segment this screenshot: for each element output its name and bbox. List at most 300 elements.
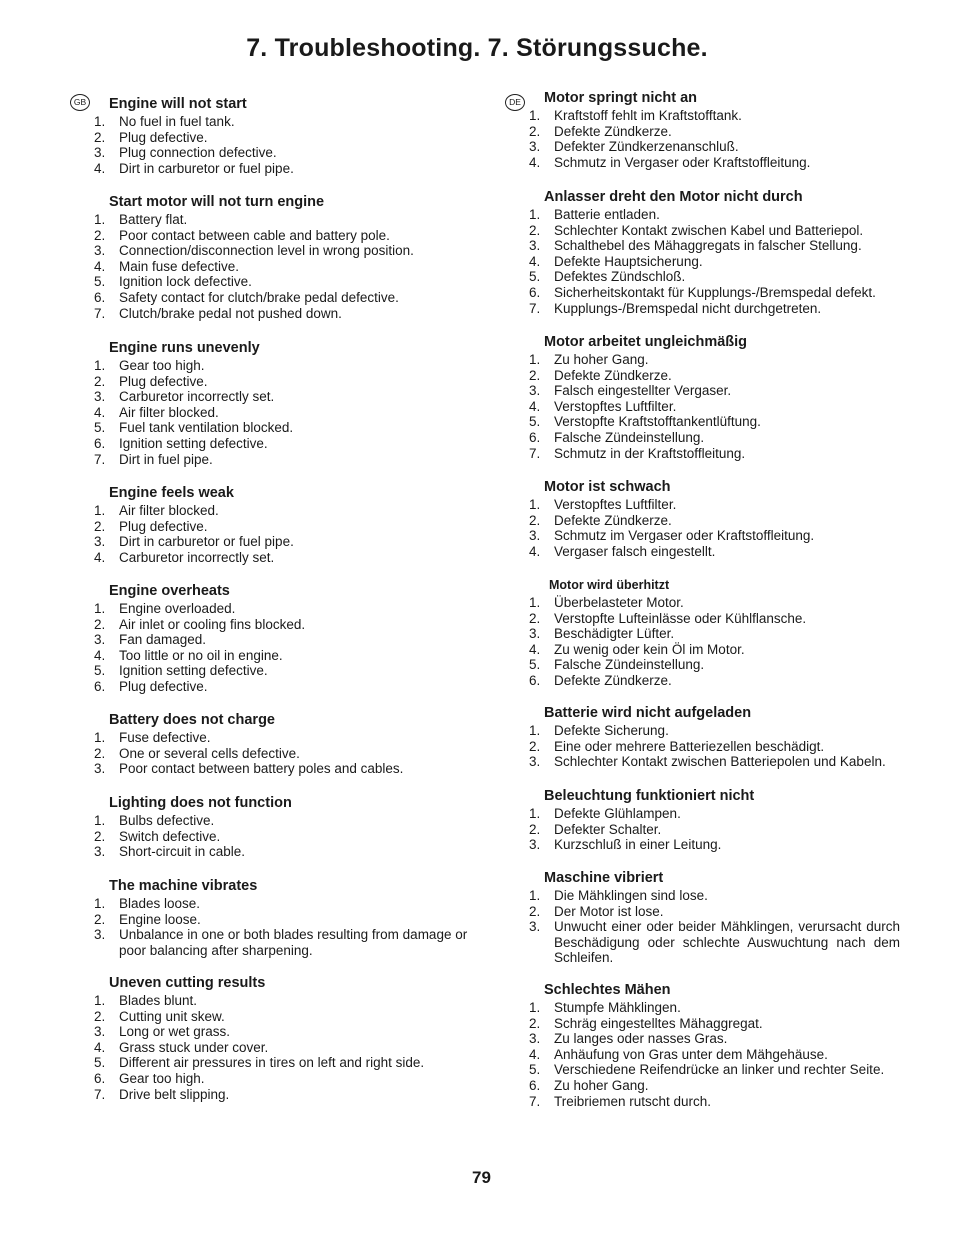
item-number: 2.: [94, 1008, 106, 1024]
item-text: Stumpfe Mähklingen.: [554, 1000, 681, 1015]
item-text: Vergaser falsch eingestellt.: [554, 543, 716, 559]
list-item: [505, 919, 900, 966]
list-item: [70, 114, 470, 130]
list-item: [505, 383, 900, 399]
list-item: [70, 761, 470, 777]
item-text: Carburetor incorrectly set.: [119, 549, 275, 565]
list-item: [505, 673, 900, 689]
item-text: Die Mähklingen sind lose.: [554, 888, 708, 903]
item-number: 1.: [94, 896, 106, 911]
item-number: 6.: [529, 284, 541, 300]
list-item: [505, 301, 900, 317]
item-text: Air filter blocked.: [119, 503, 219, 518]
item-number: 3.: [94, 632, 106, 648]
list-item: [70, 1009, 470, 1025]
item-text: Fuse defective.: [119, 730, 211, 745]
item-number: 3.: [94, 534, 106, 550]
item-number: 4.: [94, 1039, 106, 1055]
item-text: Poor contact between battery poles and cables.: [119, 761, 404, 777]
item-number: 2.: [529, 903, 541, 919]
section-heading: Battery does not charge: [109, 712, 275, 728]
list-item: [505, 739, 900, 755]
item-number: 7.: [529, 445, 541, 461]
list-item: [70, 534, 470, 550]
cause-list: [70, 114, 470, 176]
item-text: Air filter blocked.: [119, 404, 219, 420]
item-text: Plug defective.: [119, 678, 208, 694]
list-item: [505, 1016, 900, 1032]
list-item: [505, 723, 900, 739]
cause-list: [505, 595, 900, 689]
troubleshooting-section: [70, 712, 470, 777]
list-item: [70, 648, 470, 664]
item-number: 1.: [529, 888, 541, 903]
cause-list: [505, 207, 900, 316]
item-text: Dirt in carburetor or fuel pipe.: [119, 534, 294, 550]
list-item: [505, 368, 900, 384]
troubleshooting-section: [70, 975, 470, 1102]
item-number: 2.: [94, 911, 106, 927]
item-number: 7.: [529, 300, 541, 316]
item-number: 7.: [94, 1086, 106, 1102]
cause-list: [70, 993, 470, 1102]
section-heading: Motor springt nicht an: [544, 90, 698, 106]
page-number: 79: [472, 1168, 491, 1187]
troubleshooting-section: [70, 878, 470, 958]
item-number: 3.: [529, 837, 541, 853]
cause-list: [505, 352, 900, 461]
list-item: [505, 254, 900, 270]
item-text: Battery flat.: [119, 212, 188, 227]
item-text: Ignition setting defective.: [119, 435, 268, 451]
item-number: 6.: [94, 289, 106, 305]
list-item: [505, 269, 900, 285]
item-number: 6.: [94, 1070, 106, 1086]
section-heading: Schlechtes Mähen: [544, 982, 671, 998]
item-text: Bulbs defective.: [119, 813, 215, 828]
section-heading: Engine will not start: [109, 96, 247, 112]
troubleshooting-section: [505, 90, 900, 170]
list-item: [70, 374, 470, 390]
troubleshooting-section: [505, 189, 900, 316]
item-number: 2.: [94, 129, 106, 145]
item-text: Anhäufung von Gras unter dem Mähgehäuse.: [554, 1046, 828, 1062]
item-number: 1.: [94, 358, 106, 373]
item-text: Defekter Zündkerzenanschluß.: [554, 139, 739, 155]
item-text: Verschiedene Reifendrücke an linker und rechter Seite.: [554, 1062, 885, 1078]
item-text: Fuel tank ventilation blocked.: [119, 420, 294, 436]
item-number: 5.: [94, 663, 106, 679]
item-number: 3.: [529, 754, 541, 770]
cause-list: [505, 1000, 900, 1109]
list-item: [70, 436, 470, 452]
item-text: Kraftstoff fehlt im Kraftstofftank.: [554, 108, 742, 123]
list-item: [505, 352, 900, 368]
list-item: [70, 212, 470, 228]
item-number: 5.: [94, 420, 106, 436]
section-heading: Start motor will not turn engine: [109, 194, 325, 210]
section-heading: Motor ist schwach: [544, 479, 671, 495]
item-text: Drive belt slipping.: [119, 1086, 230, 1102]
item-text: Sicherheitskontakt für Kupplungs-/Bremspedal defekt.: [554, 284, 876, 300]
list-item: [70, 306, 470, 322]
item-number: 2.: [529, 222, 541, 238]
item-text: Cutting unit skew.: [119, 1008, 225, 1024]
item-number: 2.: [94, 518, 106, 534]
section-heading: Batterie wird nicht aufgeladen: [544, 705, 752, 721]
item-number: 4.: [94, 549, 106, 565]
cause-list: [70, 601, 470, 695]
item-text: Defekte Sicherung.: [554, 723, 669, 738]
list-item: [505, 904, 900, 920]
item-text: Schräg eingestelltes Mähaggregat.: [554, 1015, 763, 1031]
item-text: Beschädigter Lüfter.: [554, 626, 675, 642]
item-text: Schalthebel des Mähaggregats in falscher Stellung.: [554, 238, 862, 254]
list-item: [70, 813, 470, 829]
item-number: 2.: [94, 616, 106, 632]
troubleshooting-section: [505, 870, 900, 966]
item-number: 3.: [529, 238, 541, 254]
item-text: Defekte Zündkerze.: [554, 367, 672, 383]
item-text: Plug defective.: [119, 129, 208, 145]
item-text: Kurzschluß in einer Leitung.: [554, 837, 722, 853]
list-item: [505, 155, 900, 171]
item-number: 2.: [529, 367, 541, 383]
item-text: Batterie entladen.: [554, 207, 660, 222]
item-number: 5.: [94, 274, 106, 290]
item-number: 4.: [529, 154, 541, 170]
list-item: [70, 503, 470, 519]
list-item: [505, 497, 900, 513]
item-number: 4.: [94, 258, 106, 274]
cause-list: [70, 896, 470, 958]
item-text: Fan damaged.: [119, 632, 207, 648]
list-item: [70, 746, 470, 762]
list-item: [70, 1024, 470, 1040]
item-number: 1.: [529, 108, 541, 123]
list-item: [70, 730, 470, 746]
item-number: 4.: [529, 398, 541, 414]
list-item: [70, 632, 470, 648]
list-item: [505, 285, 900, 301]
item-number: 3.: [94, 389, 106, 405]
list-item: [505, 754, 900, 770]
item-text: Blades blunt.: [119, 993, 198, 1008]
item-number: 1.: [529, 497, 541, 512]
cause-list: [70, 730, 470, 777]
item-number: 6.: [94, 678, 106, 694]
list-item: [505, 124, 900, 140]
item-text: Switch defective.: [119, 828, 221, 844]
item-text: Air inlet or cooling fins blocked.: [119, 616, 306, 632]
list-item: [505, 544, 900, 560]
list-item: [70, 1055, 470, 1071]
item-text: Schmutz in der Kraftstoffleitung.: [554, 445, 746, 461]
troubleshooting-section: [70, 96, 470, 176]
list-item: [70, 912, 470, 928]
item-number: 5.: [94, 1055, 106, 1071]
list-item: [70, 896, 470, 912]
item-text: Schlechter Kontakt zwischen Batteriepolen und Kabeln.: [554, 754, 886, 770]
list-item: [505, 611, 900, 627]
list-item: [505, 1000, 900, 1016]
list-item: [70, 550, 470, 566]
item-text: Unwucht einer oder beider Mähklingen, verursacht durch Beschädigung oder schlechte Auswuchtung nach dem Schleifen.: [554, 919, 900, 966]
section-heading: Motor arbeitet ungleichmäßig: [544, 334, 748, 350]
item-number: 1.: [94, 730, 106, 745]
section-heading: Anlasser dreht den Motor nicht durch: [544, 189, 803, 205]
troubleshooting-section: [505, 705, 900, 770]
item-text: Clutch/brake pedal not pushed down.: [119, 305, 342, 321]
item-text: Zu langes oder nasses Gras.: [554, 1031, 728, 1047]
item-text: Defekte Zündkerze.: [554, 123, 672, 139]
item-text: Long or wet grass.: [119, 1024, 231, 1040]
item-text: Falsch eingestellter Vergaser.: [554, 383, 732, 399]
item-number: 3.: [94, 844, 106, 860]
cause-list: [505, 806, 900, 853]
item-text: Defekte Zündkerze.: [554, 672, 672, 688]
section-heading: Maschine vibriert: [544, 870, 664, 886]
cause-list: [70, 503, 470, 565]
item-number: 3.: [529, 1031, 541, 1047]
item-number: 2.: [94, 745, 106, 761]
item-text: Verstopftes Luftfilter.: [554, 497, 677, 512]
item-text: Carburetor incorrectly set.: [119, 389, 275, 405]
item-number: 4.: [529, 253, 541, 269]
item-text: Zu hoher Gang.: [554, 1077, 649, 1093]
item-number: 1.: [529, 723, 541, 738]
item-number: 2.: [529, 123, 541, 139]
page-title: 7. Troubleshooting. 7. Störungssuche.: [246, 34, 708, 62]
cause-list: [70, 813, 470, 860]
list-item: [70, 993, 470, 1009]
list-item: [505, 806, 900, 822]
gb-language-badge: GB: [70, 94, 90, 111]
section-heading: Uneven cutting results: [109, 975, 266, 991]
item-number: 2.: [94, 227, 106, 243]
list-item: [505, 513, 900, 529]
item-text: Short-circuit in cable.: [119, 844, 246, 860]
list-item: [505, 430, 900, 446]
item-number: 1.: [94, 601, 106, 616]
item-text: Schlechter Kontakt zwischen Kabel und Batteriepol.: [554, 222, 864, 238]
item-text: Defekte Zündkerze.: [554, 512, 672, 528]
item-text: Safety contact for clutch/brake pedal defective.: [119, 289, 399, 305]
list-item: [70, 679, 470, 695]
list-item: [505, 642, 900, 658]
item-text: Verstopftes Luftfilter.: [554, 398, 677, 414]
section-heading: The machine vibrates: [109, 878, 258, 894]
item-number: 1.: [94, 993, 106, 1008]
list-item: [70, 663, 470, 679]
item-text: Connection/disconnection level in wrong position.: [119, 243, 414, 259]
section-heading: Engine feels weak: [109, 485, 234, 501]
item-number: 3.: [529, 919, 541, 935]
item-text: Gear too high.: [119, 1070, 205, 1086]
item-number: 2.: [529, 512, 541, 528]
item-number: 1.: [529, 806, 541, 821]
item-text: Defektes Zündschloß.: [554, 269, 686, 285]
item-number: 2.: [94, 828, 106, 844]
item-number: 6.: [529, 672, 541, 688]
item-text: Defekte Glühlampen.: [554, 806, 681, 821]
item-text: Falsche Zündeinstellung.: [554, 657, 705, 673]
item-text: Engine loose.: [119, 911, 201, 927]
item-number: 1.: [94, 813, 106, 828]
list-item: [505, 626, 900, 642]
cause-list: [505, 108, 900, 170]
item-number: 4.: [529, 543, 541, 559]
item-number: 3.: [94, 145, 106, 161]
item-text: Zu wenig oder kein Öl im Motor.: [554, 641, 745, 657]
item-number: 4.: [529, 1046, 541, 1062]
list-item: [70, 927, 470, 958]
troubleshooting-section: [505, 982, 900, 1109]
item-number: 2.: [529, 738, 541, 754]
item-number: 1.: [94, 212, 106, 227]
troubleshooting-section: [70, 194, 470, 321]
cause-list: [505, 888, 900, 966]
item-text: Überbelasteter Motor.: [554, 595, 684, 610]
item-number: 4.: [529, 641, 541, 657]
list-item: [505, 837, 900, 853]
item-number: 2.: [529, 610, 541, 626]
item-text: Der Motor ist lose.: [554, 903, 664, 919]
troubleshooting-section: [70, 340, 470, 467]
item-number: 6.: [529, 1077, 541, 1093]
item-text: Main fuse defective.: [119, 258, 240, 274]
item-text: Verstopfte Kraftstofftankentlüftung.: [554, 414, 761, 430]
list-item: [505, 595, 900, 611]
list-item: [505, 1047, 900, 1063]
item-text: Engine overloaded.: [119, 601, 236, 616]
item-number: 2.: [529, 821, 541, 837]
item-number: 3.: [94, 761, 106, 777]
item-number: 3.: [529, 626, 541, 642]
list-item: [505, 1094, 900, 1110]
item-number: 4.: [94, 160, 106, 176]
item-number: 5.: [529, 1062, 541, 1078]
item-number: 1.: [529, 595, 541, 610]
troubleshooting-section: [70, 485, 470, 565]
item-number: 3.: [529, 528, 541, 544]
list-item: [505, 1031, 900, 1047]
item-number: 4.: [94, 404, 106, 420]
item-text: Zu hoher Gang.: [554, 352, 649, 367]
list-item: [70, 358, 470, 374]
section-heading: Beleuchtung funktioniert nicht: [544, 788, 755, 804]
list-item: [70, 145, 470, 161]
item-number: 5.: [529, 414, 541, 430]
item-text: Gear too high.: [119, 358, 205, 373]
list-item: [505, 822, 900, 838]
item-number: 1.: [529, 1000, 541, 1015]
list-item: [70, 290, 470, 306]
list-item: [70, 274, 470, 290]
item-text: Plug defective.: [119, 373, 208, 389]
troubleshooting-section: [505, 577, 900, 689]
item-number: 7.: [529, 1093, 541, 1109]
cause-list: [505, 723, 900, 770]
list-item: [70, 420, 470, 436]
list-item: [70, 259, 470, 275]
list-item: [70, 844, 470, 860]
list-item: [505, 139, 900, 155]
list-item: [505, 414, 900, 430]
item-number: 7.: [94, 305, 106, 321]
item-text: Defekter Schalter.: [554, 821, 662, 837]
section-heading: Lighting does not function: [109, 795, 292, 811]
list-item: [70, 617, 470, 633]
list-item: [505, 528, 900, 544]
item-number: 2.: [94, 373, 106, 389]
cause-list: [70, 358, 470, 467]
item-number: 4.: [94, 647, 106, 663]
list-item: [70, 161, 470, 177]
list-item: [70, 452, 470, 468]
list-item: [70, 243, 470, 259]
item-number: 3.: [94, 927, 106, 943]
list-item: [505, 238, 900, 254]
list-item: [505, 207, 900, 223]
list-item: [70, 829, 470, 845]
list-item: [70, 389, 470, 405]
item-text: Ignition lock defective.: [119, 274, 252, 290]
item-text: Kupplungs-/Bremspedal nicht durchgetreten.: [554, 300, 822, 316]
item-number: 1.: [529, 207, 541, 222]
item-text: Verstopfte Lufteinlässe oder Kühlflansche.: [554, 610, 807, 626]
troubleshooting-section: [505, 788, 900, 853]
list-item: [505, 446, 900, 462]
item-number: 5.: [529, 269, 541, 285]
item-text: Different air pressures in tires on left and right side.: [119, 1055, 425, 1071]
de-language-badge: DE: [505, 94, 525, 111]
list-item: [505, 399, 900, 415]
item-number: 3.: [529, 383, 541, 399]
list-item: [505, 1062, 900, 1078]
item-number: 6.: [94, 435, 106, 451]
item-text: Schmutz in Vergaser oder Kraftstoffleitung.: [554, 154, 811, 170]
item-text: Defekte Hauptsicherung.: [554, 253, 703, 269]
item-number: 3.: [94, 1024, 106, 1040]
item-text: One or several cells defective.: [119, 745, 300, 761]
item-text: Unbalance in one or both blades resulting from damage or poor balancing after sharpening.: [119, 927, 468, 958]
cause-list: [70, 212, 470, 321]
item-number: 7.: [94, 451, 106, 467]
item-number: 5.: [529, 657, 541, 673]
list-item: [70, 1040, 470, 1056]
item-text: Schmutz im Vergaser oder Kraftstoffleitung.: [554, 528, 815, 544]
item-text: Plug defective.: [119, 518, 208, 534]
item-text: Poor contact between cable and battery pole.: [119, 227, 390, 243]
item-number: 6.: [529, 429, 541, 445]
troubleshooting-section: [505, 479, 900, 559]
list-item: [505, 108, 900, 124]
section-heading: Engine runs unevenly: [109, 340, 260, 356]
item-number: 1.: [94, 114, 106, 129]
list-item: [505, 657, 900, 673]
list-item: [70, 130, 470, 146]
list-item: [70, 1071, 470, 1087]
list-item: [70, 228, 470, 244]
troubleshooting-section: [70, 583, 470, 695]
section-heading: Engine overheats: [109, 583, 230, 599]
troubleshooting-section: [505, 334, 900, 461]
item-text: Treibriemen rutscht durch.: [554, 1093, 712, 1109]
list-item: [505, 1078, 900, 1094]
cause-list: [505, 497, 900, 559]
item-number: 3.: [529, 139, 541, 155]
